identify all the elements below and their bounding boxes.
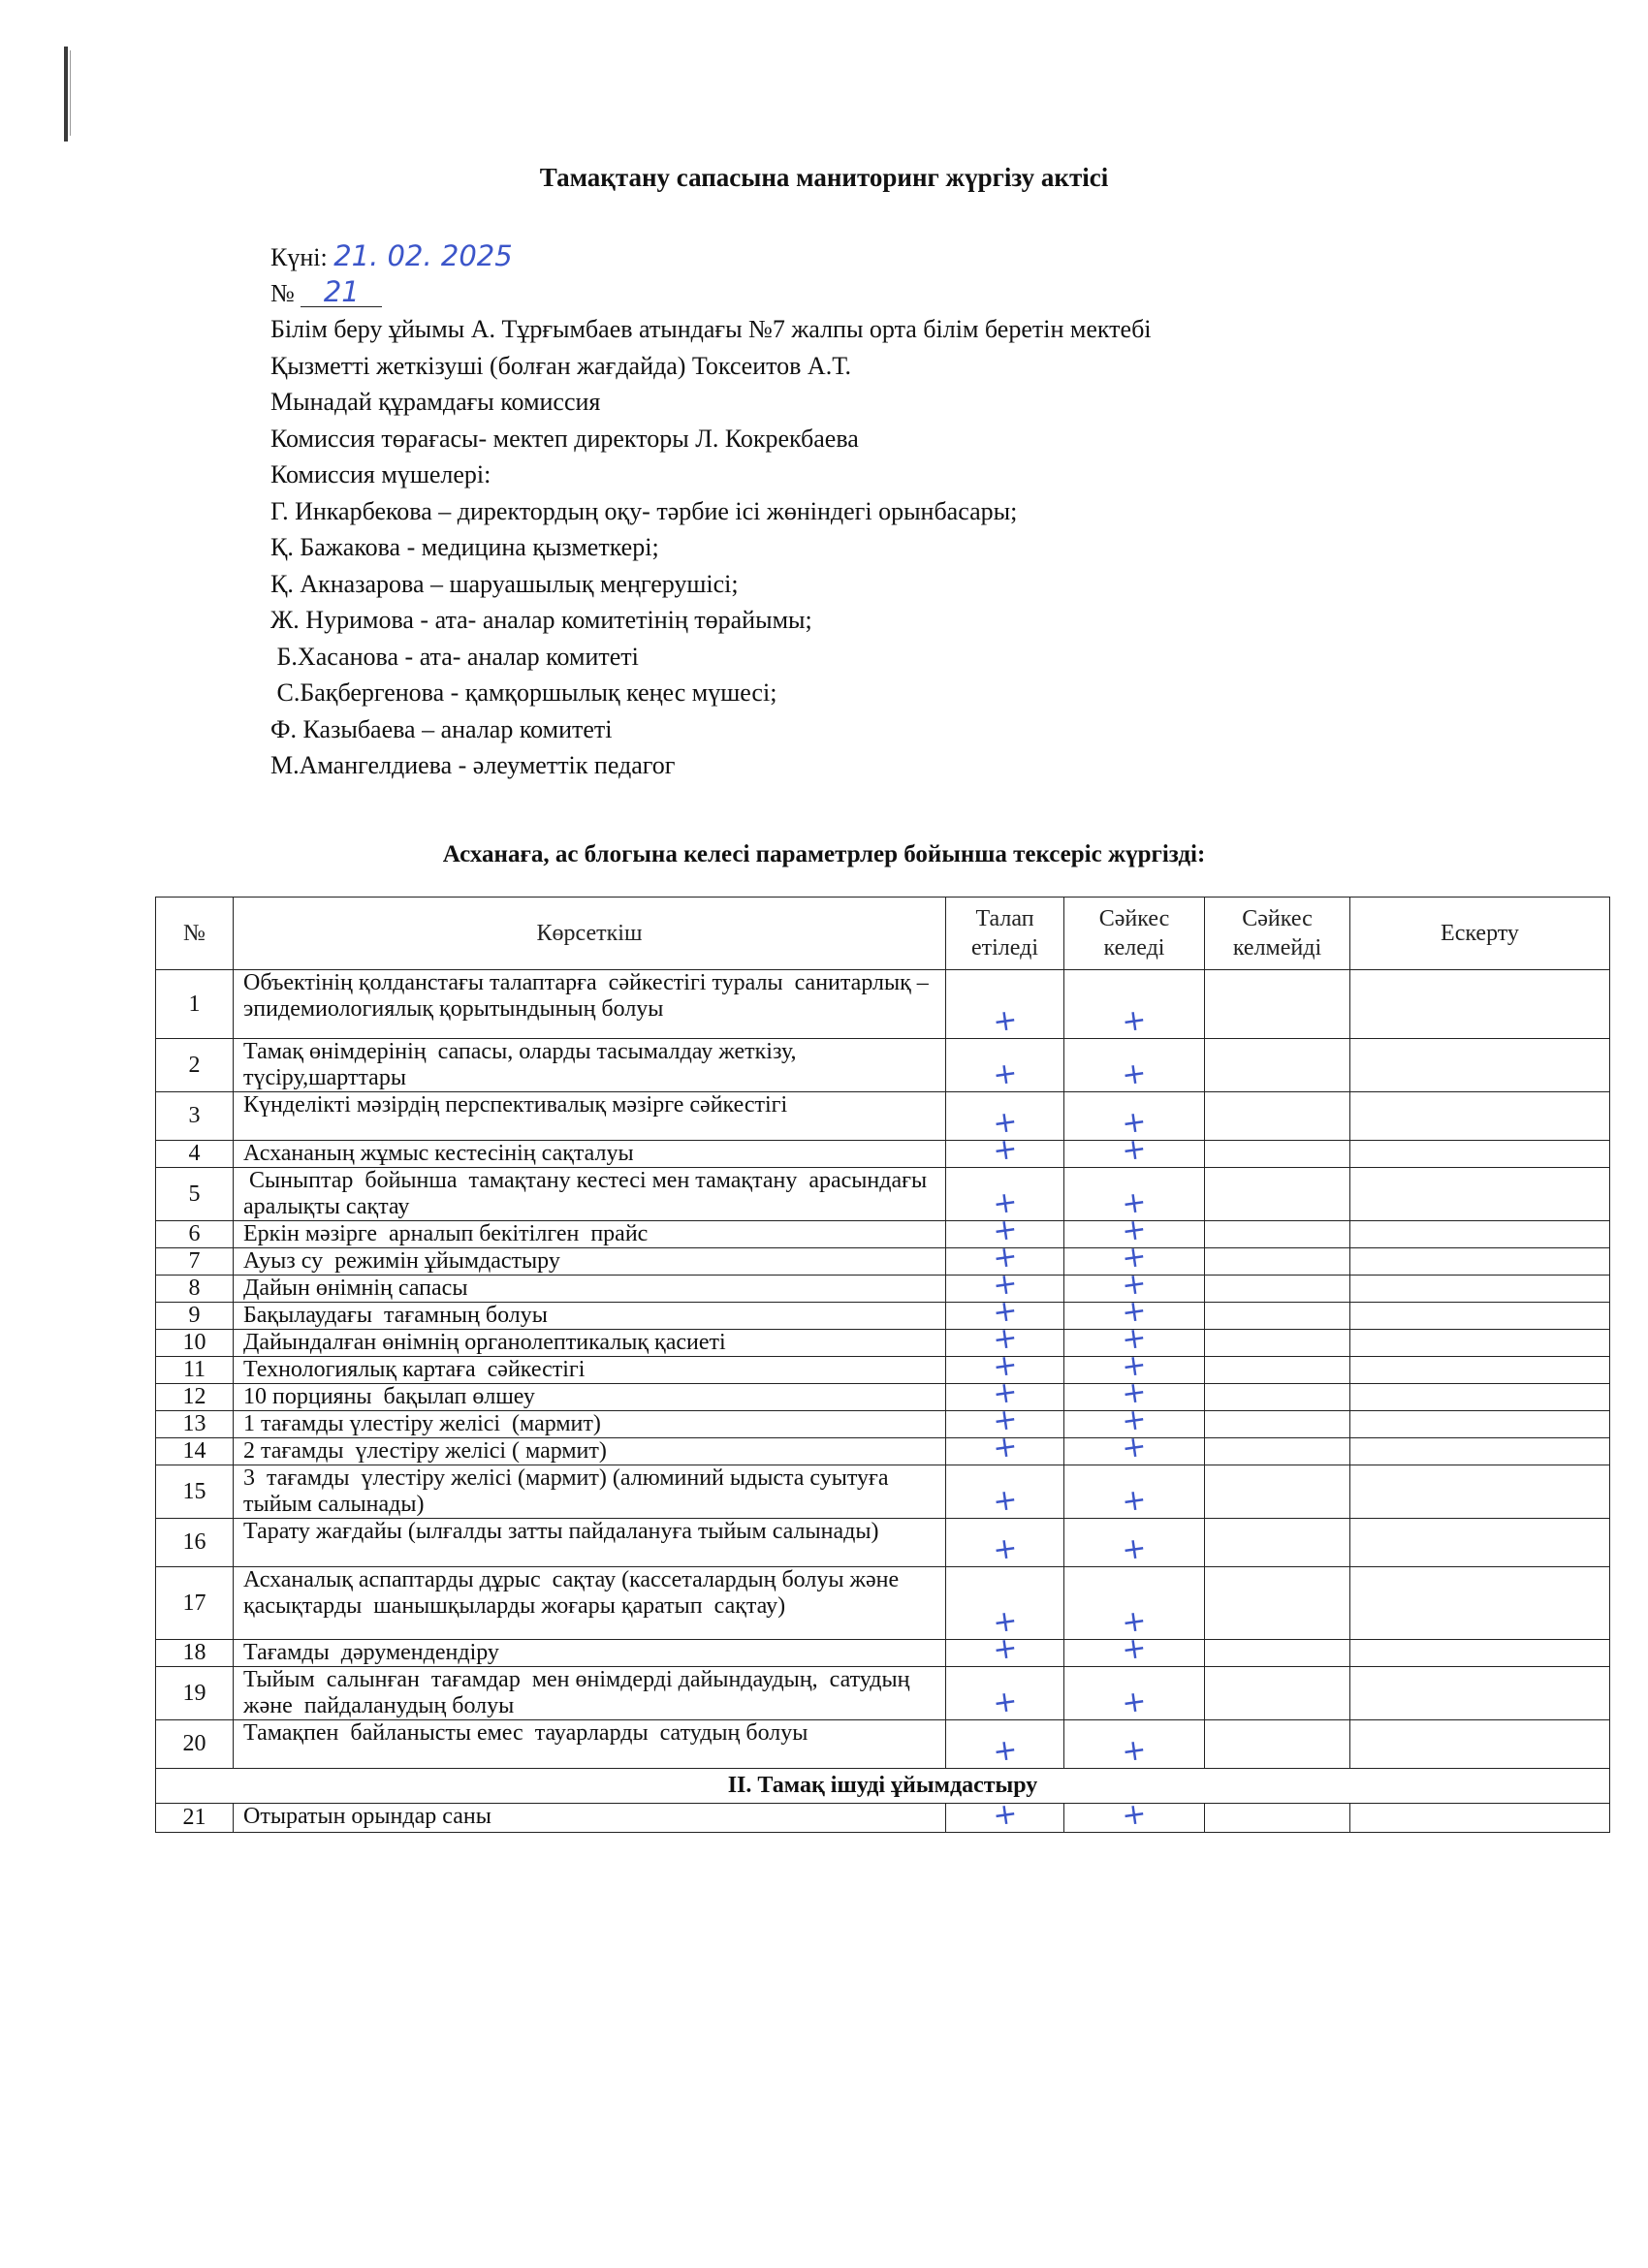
check-mark: + <box>1120 1293 1149 1331</box>
check-mark: + <box>1120 1347 1149 1385</box>
not-matches-cell <box>1205 1276 1350 1303</box>
check-mark: + <box>1120 1402 1149 1439</box>
table-row <box>156 1640 1610 1667</box>
check-mark: + <box>1120 1429 1149 1466</box>
not-matches-cell <box>1205 1720 1350 1769</box>
note-cell <box>1350 1168 1610 1221</box>
matches-cell <box>1064 970 1205 1039</box>
table-row <box>156 1567 1610 1640</box>
col-header-required: Талап етіледі <box>946 898 1064 970</box>
not-matches-cell <box>1205 1248 1350 1276</box>
row-number: 16 <box>156 1519 234 1567</box>
commission-member: Г. Инкарбекова – директордың оқу- тәрбие ісі жөніндегі орынбасары; <box>270 496 1018 525</box>
section-row <box>156 1769 1610 1804</box>
not-matches-cell <box>1205 1357 1350 1384</box>
check-mark: + <box>1120 1374 1149 1412</box>
check-mark: + <box>990 1347 1020 1385</box>
row-number: 19 <box>156 1667 234 1720</box>
note-cell <box>1350 1640 1610 1667</box>
row-number: 12 <box>156 1384 234 1411</box>
check-mark: + <box>1120 1239 1149 1276</box>
check-mark: + <box>990 1402 1020 1439</box>
check-mark: + <box>990 1684 1020 1721</box>
row-indicator: Тыйым салынған тағамдар мен өнімдерді дайындаудың, сатудың және пайдаланудың болуы <box>234 1667 946 1720</box>
check-mark: + <box>1120 1266 1149 1304</box>
not-matches-cell <box>1205 1168 1350 1221</box>
not-matches-cell <box>1205 1438 1350 1465</box>
not-matches-cell <box>1205 1303 1350 1330</box>
inspection-table <box>155 897 1610 1833</box>
table-row <box>156 1438 1610 1465</box>
row-number: 7 <box>156 1248 234 1276</box>
note-cell <box>1350 1357 1610 1384</box>
scan-edge-mark <box>64 47 68 142</box>
required-cell <box>946 1667 1064 1720</box>
check-mark: + <box>1120 1603 1149 1641</box>
required-cell <box>946 1131 1064 1169</box>
required-cell <box>946 1519 1064 1567</box>
required-cell <box>946 970 1064 1039</box>
matches-cell <box>1064 1131 1205 1169</box>
col-header-not-matches: Сәйкес келмейді <box>1205 898 1350 970</box>
check-mark: + <box>990 1374 1020 1412</box>
commission-intro: Мынадай құрамдағы комиссия <box>270 388 601 416</box>
note-cell <box>1350 1465 1610 1519</box>
note-cell <box>1350 1330 1610 1357</box>
table-row <box>156 1519 1610 1567</box>
not-matches-cell <box>1205 1141 1350 1168</box>
row-indicator: Отыратын орындар саны <box>234 1804 946 1833</box>
table-row <box>156 1221 1610 1248</box>
note-cell <box>1350 1804 1610 1833</box>
not-matches-cell <box>1205 1330 1350 1357</box>
row-number: 20 <box>156 1720 234 1769</box>
col-header-note: Ескерту <box>1350 898 1610 970</box>
not-matches-cell <box>1205 1411 1350 1438</box>
commission-member: Қ. Бажакова - медицина қызметкері; <box>270 533 659 561</box>
note-cell <box>1350 1303 1610 1330</box>
date-label: Күні: <box>270 243 334 271</box>
table-row <box>156 1276 1610 1303</box>
row-indicator: Бақылаудағы тағамның болуы <box>234 1303 946 1330</box>
row-number: 1 <box>156 970 234 1039</box>
row-indicator: Тағамды дәрумендендіру <box>234 1640 946 1667</box>
required-cell <box>946 1465 1064 1519</box>
number-label: № <box>270 278 301 307</box>
check-mark: + <box>990 1530 1020 1568</box>
table-row <box>156 1141 1610 1168</box>
check-mark: + <box>990 1104 1020 1142</box>
check-mark: + <box>1120 1530 1149 1568</box>
row-number: 18 <box>156 1640 234 1667</box>
members-label: Комиссия мүшелері: <box>270 460 491 488</box>
required-cell <box>946 1796 1064 1834</box>
row-indicator: Тамақпен байланысты емес тауарларды сатудың болуы <box>234 1720 946 1769</box>
row-number: 6 <box>156 1221 234 1248</box>
required-cell <box>946 1429 1064 1466</box>
row-indicator: Дайындалған өнімнің органолептикалық қасиеті <box>234 1330 946 1357</box>
row-number: 15 <box>156 1465 234 1519</box>
matches-cell <box>1064 1667 1205 1720</box>
row-number: 14 <box>156 1438 234 1465</box>
matches-cell <box>1064 1465 1205 1519</box>
check-mark: + <box>1120 1002 1149 1040</box>
check-mark: + <box>990 1002 1020 1040</box>
check-mark: + <box>990 1630 1020 1668</box>
table-row <box>156 1357 1610 1384</box>
table-row <box>156 1411 1610 1438</box>
check-mark: + <box>1120 1630 1149 1668</box>
row-number: 9 <box>156 1303 234 1330</box>
check-mark: + <box>990 1239 1020 1276</box>
check-mark: + <box>990 1293 1020 1331</box>
matches-cell <box>1064 1567 1205 1640</box>
check-mark: + <box>1120 1055 1149 1093</box>
table-row <box>156 1248 1610 1276</box>
table-row <box>156 1303 1610 1330</box>
row-indicator: Асхананың жұмыс кестесінің сақталуы <box>234 1141 946 1168</box>
table-row <box>156 1720 1610 1769</box>
row-number: 3 <box>156 1092 234 1141</box>
check-mark: + <box>990 1796 1020 1834</box>
not-matches-cell <box>1205 1667 1350 1720</box>
check-mark: + <box>1120 1732 1149 1770</box>
not-matches-cell <box>1205 1092 1350 1141</box>
inspection-subtitle: Асханаға, ас блогына келесі параметрлер бойынша тексеріс жүргізді: <box>442 841 1206 867</box>
not-matches-cell <box>1205 1640 1350 1667</box>
row-indicator: Күнделікті мәзірдің перспективалық мәзірге сәйкестігі <box>234 1092 946 1141</box>
row-number: 10 <box>156 1330 234 1357</box>
table-row <box>156 1092 1610 1141</box>
commission-member: М.Амангелдиева - әлеуметтік педагог <box>270 751 676 779</box>
number-handwritten: 21 <box>323 274 360 308</box>
row-indicator: Еркін мәзірге арналып бекітілген прайс <box>234 1221 946 1248</box>
check-mark: + <box>1120 1320 1149 1358</box>
note-cell <box>1350 1141 1610 1168</box>
row-number: 13 <box>156 1411 234 1438</box>
not-matches-cell <box>1205 1039 1350 1092</box>
not-matches-cell <box>1205 1567 1350 1640</box>
organization: Білім беру ұйымы А. Тұрғымбаев атындағы №7 жалпы орта білім беретін мектебі <box>270 315 1152 343</box>
row-number: 4 <box>156 1141 234 1168</box>
row-indicator: Технологиялық картаға сәйкестігі <box>234 1357 946 1384</box>
table-row <box>156 1804 1610 1833</box>
row-number: 8 <box>156 1276 234 1303</box>
row-indicator: Сыныптар бойынша тамақтану кестесі мен тамақтану арасындағы аралықты сақтау <box>234 1168 946 1221</box>
check-mark: + <box>990 1482 1020 1520</box>
check-mark: + <box>1120 1131 1149 1169</box>
commission-member: Ф. Казыбаева – аналар комитеті <box>270 714 613 743</box>
commission-member: Қ. Акназарова – шаруашылық меңгерушісі; <box>270 569 739 598</box>
note-cell <box>1350 1411 1610 1438</box>
commission-chair: Комиссия төрағасы- мектеп директоры Л. Кокрекбаева <box>270 424 859 453</box>
note-cell <box>1350 1248 1610 1276</box>
supplier: Қызметті жеткізуші (болған жағдайда) Токсеитов А.Т. <box>270 351 851 380</box>
check-mark: + <box>1120 1184 1149 1222</box>
matches-cell <box>1064 1630 1205 1668</box>
check-mark: + <box>1120 1482 1149 1520</box>
matches-cell <box>1064 1720 1205 1769</box>
matches-cell <box>1064 1429 1205 1466</box>
row-indicator: Дайын өнімнің сапасы <box>234 1276 946 1303</box>
note-cell <box>1350 1519 1610 1567</box>
note-cell <box>1350 1567 1610 1640</box>
col-header-indicator: Көрсеткіш <box>234 898 946 970</box>
row-indicator: Объектінің қолданстағы талаптарға сәйкестігі туралы санитарлық – эпидемиологиялық қорытындының болуы <box>234 970 946 1039</box>
date-line <box>270 238 1152 275</box>
row-indicator: Ауыз су режимін ұйымдастыру <box>234 1248 946 1276</box>
row-indicator: Тарату жағдайы (ылғалды затты пайдалануға тыйым салынады) <box>234 1519 946 1567</box>
not-matches-cell <box>1205 1384 1350 1411</box>
note-cell <box>1350 1720 1610 1769</box>
row-number: 2 <box>156 1039 234 1092</box>
commission-member: Б.Хасанова - ата- аналар комитеті <box>270 642 639 671</box>
not-matches-cell <box>1205 1519 1350 1567</box>
check-mark: + <box>990 1055 1020 1093</box>
table-body <box>156 970 1610 1833</box>
matches-cell <box>1064 1039 1205 1092</box>
check-mark: + <box>990 1429 1020 1466</box>
check-mark: + <box>1120 1796 1149 1834</box>
row-number: 21 <box>156 1804 234 1833</box>
row-indicator: Тамақ өнімдерінің сапасы, оларды тасымалдау жеткізу, түсіру,шарттары <box>234 1039 946 1092</box>
table-row <box>156 1168 1610 1221</box>
document-title: Тамақтану сапасына маниторинг жүргізу актісі <box>539 163 1109 192</box>
section-title: II. Тамақ ішуді ұйымдастыру <box>156 1769 1610 1804</box>
row-number: 5 <box>156 1168 234 1221</box>
check-mark: + <box>1120 1684 1149 1721</box>
check-mark: + <box>1120 1212 1149 1249</box>
table-row <box>156 1330 1610 1357</box>
document-header <box>270 238 1152 784</box>
date-handwritten: 21. 02. 2025 <box>333 239 513 272</box>
row-indicator: 2 тағамды үлестіру желісі ( мармит) <box>234 1438 946 1465</box>
check-mark: + <box>990 1131 1020 1169</box>
not-matches-cell <box>1205 1465 1350 1519</box>
note-cell <box>1350 1438 1610 1465</box>
note-cell <box>1350 1384 1610 1411</box>
check-mark: + <box>1120 1104 1149 1142</box>
matches-cell <box>1064 1796 1205 1834</box>
check-mark: + <box>990 1212 1020 1249</box>
not-matches-cell <box>1205 970 1350 1039</box>
row-number: 11 <box>156 1357 234 1384</box>
note-cell <box>1350 1039 1610 1092</box>
members-list <box>270 493 1152 784</box>
row-number: 17 <box>156 1567 234 1640</box>
note-cell <box>1350 1092 1610 1141</box>
matches-cell <box>1064 1519 1205 1567</box>
check-mark: + <box>990 1184 1020 1222</box>
check-mark: + <box>990 1320 1020 1358</box>
table-row <box>156 1667 1610 1720</box>
check-mark: + <box>990 1603 1020 1641</box>
commission-member: С.Бақбергенова - қамқоршылық кеңес мүшесі; <box>270 678 777 707</box>
col-header-matches: Сәйкес келеді <box>1064 898 1205 970</box>
note-cell <box>1350 1276 1610 1303</box>
check-mark: + <box>990 1266 1020 1304</box>
col-header-num: № <box>156 898 234 970</box>
not-matches-cell <box>1205 1804 1350 1833</box>
table-row <box>156 1465 1610 1519</box>
table-row <box>156 1039 1610 1092</box>
number-line <box>270 275 1152 312</box>
table-row <box>156 1384 1610 1411</box>
table-row <box>156 970 1610 1039</box>
table-header-row <box>156 898 1610 970</box>
row-indicator: 1 тағамды үлестіру желісі (мармит) <box>234 1411 946 1438</box>
note-cell <box>1350 970 1610 1039</box>
row-indicator: Асханалық аспаптарды дұрыс сақтау (кассеталардың болуы және қасықтарды шанышқыларды жоғары қаратып сақтау) <box>234 1567 946 1640</box>
note-cell <box>1350 1667 1610 1720</box>
check-mark: + <box>990 1732 1020 1770</box>
scan-edge-mark-thin <box>70 50 71 136</box>
row-indicator: 10 порцияны бақылап өлшеу <box>234 1384 946 1411</box>
required-cell <box>946 1567 1064 1640</box>
required-cell <box>946 1720 1064 1769</box>
not-matches-cell <box>1205 1221 1350 1248</box>
commission-member: Ж. Нуримова - ата- аналар комитетінің төрайымы; <box>270 606 812 634</box>
required-cell <box>946 1039 1064 1092</box>
note-cell <box>1350 1221 1610 1248</box>
row-indicator: 3 тағамды үлестіру желісі (мармит) (алюминий ыдыста суытуға тыйым салынады) <box>234 1465 946 1519</box>
required-cell <box>946 1630 1064 1668</box>
